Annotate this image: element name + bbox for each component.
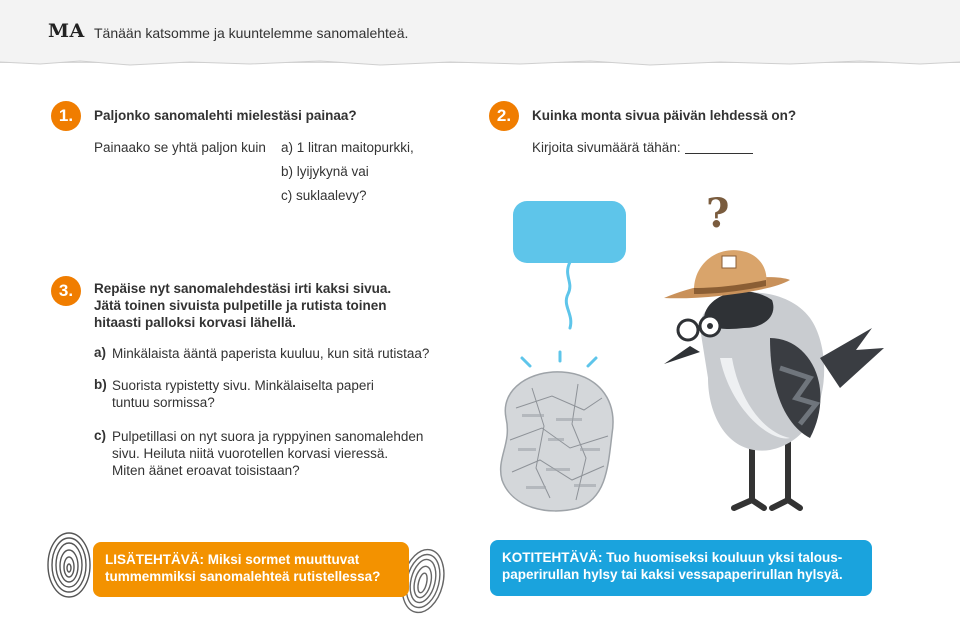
task-3a-label: a) [94, 345, 107, 360]
task-3c-line-2: sivu. Heiluta niitä vuorotellen korvasi vieressä. [112, 446, 389, 461]
task-1-option-c: c) suklaalevy? [281, 188, 367, 203]
intro-text: Tänään katsomme ja kuuntelemme sanomalehteä. [94, 25, 409, 41]
question-mark: ? [706, 190, 730, 237]
task-1-title: Paljonko sanomalehti mielestäsi painaa? [94, 108, 357, 123]
task-2-prompt-text: Kirjoita sivumäärä tähän: [532, 140, 681, 155]
extra-task-line-1 [105, 551, 397, 568]
task-1-number-badge: 1. [51, 101, 81, 131]
task-3-number-badge: 3. [51, 276, 81, 306]
task-3b-label: b) [94, 377, 107, 392]
task-1-option-a: a) 1 litran maitopurkki, [281, 140, 414, 155]
header-bar [0, 0, 960, 63]
extra-task-line-2: tummemmiksi sanomalehteä rutistellessa? [105, 569, 381, 584]
extra-task-text-1: Miksi sormet muuttuvat [207, 552, 360, 567]
task-3b-line-1: Suorista rypistetty sivu. Minkälaiselta paperi [112, 378, 374, 393]
torn-paper-edge [0, 56, 960, 70]
task-2-number-badge: 2. [489, 101, 519, 131]
task-1-option-b: b) lyijykynä vai [281, 164, 369, 179]
task-2-title: Kuinka monta sivua päivän lehdessä on? [532, 108, 797, 123]
homework-box [490, 540, 872, 596]
fingerprint-left-icon [44, 530, 94, 600]
task-3b-line-2: tuntuu sormissa? [112, 395, 215, 410]
homework-lead: KOTITEHTÄVÄ: [502, 550, 603, 565]
homework-line-2: paperirullan hylsy tai kaksi vessapaperirullan hylsyä. [502, 567, 843, 582]
task-3-instruction-line-1: Repäise nyt sanomalehdestäsi irti kaksi sivua. [94, 281, 392, 296]
bird-reporter-illustration [660, 238, 890, 520]
task-3-instruction-line-2: Jätä toinen sivuista pulpetille ja rutista toinen [94, 298, 387, 313]
task-3c-label: c) [94, 428, 107, 443]
speech-bubble [508, 196, 638, 346]
task-3a-text: Minkälaista ääntä paperista kuuluu, kun sitä rutistaa? [112, 346, 430, 361]
task-3c-line-1: Pulpetillasi on nyt suora ja ryppyinen sanomalehden [112, 429, 424, 444]
homework-text-1: Tuo huomiseksi kouluun yksi talous- [606, 550, 843, 565]
extra-task-lead: LISÄTEHTÄVÄ: [105, 552, 204, 567]
answer-blank-line [685, 153, 753, 154]
day-label: MA [48, 20, 85, 42]
task-2-prompt [532, 139, 753, 157]
homework-line-1 [502, 549, 860, 566]
task-3-instruction-line-3: hitaasti palloksi korvasi lähellä. [94, 315, 296, 330]
crumpled-newspaper-ball [492, 348, 622, 518]
task-3c-line-3: Miten äänet eroavat toisistaan? [112, 463, 300, 478]
task-1-prompt: Painaako se yhtä paljon kuin [94, 140, 266, 155]
extra-task-box [93, 542, 409, 597]
